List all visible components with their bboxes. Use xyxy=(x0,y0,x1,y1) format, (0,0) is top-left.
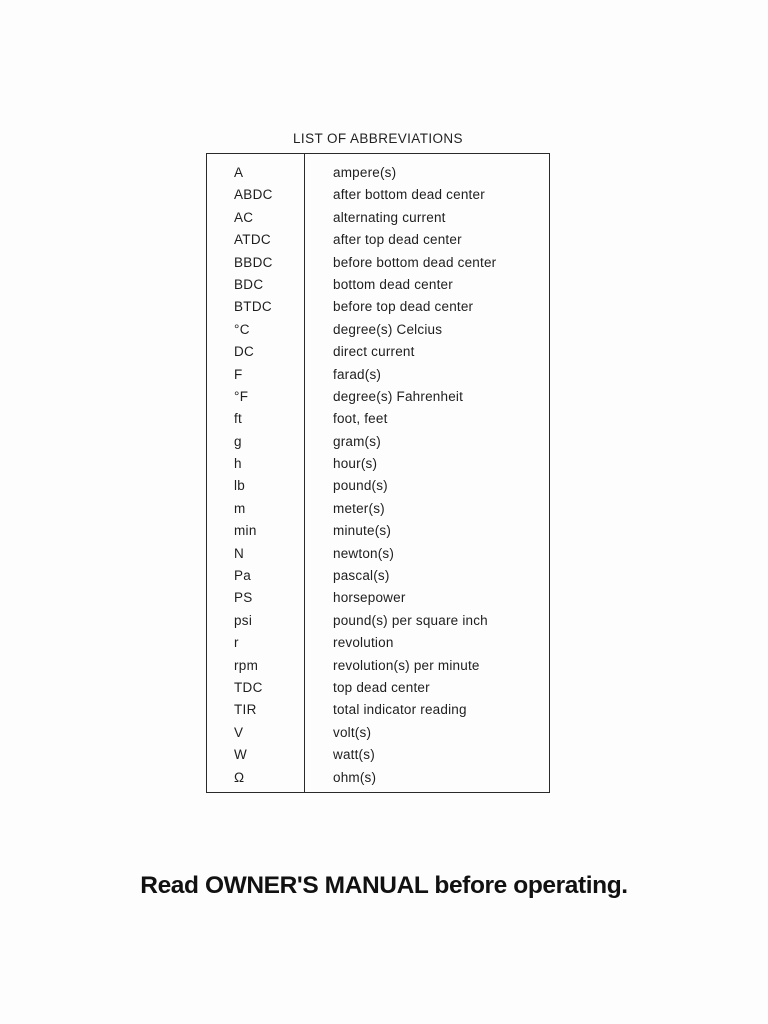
table-row xyxy=(207,767,549,789)
table-row xyxy=(207,520,549,542)
abbreviation: min xyxy=(234,523,257,539)
table-row xyxy=(207,632,549,654)
meaning: degree(s) Celcius xyxy=(333,321,443,337)
meaning: gram(s) xyxy=(333,433,381,449)
abbreviation: lb xyxy=(234,478,246,494)
table-row xyxy=(207,722,549,744)
meaning: total indicator reading xyxy=(333,702,467,718)
table-row xyxy=(207,587,549,609)
meaning: volt(s) xyxy=(333,724,372,740)
meaning: revolution xyxy=(333,635,394,651)
abbreviation: TIR xyxy=(234,702,257,718)
meaning: degree(s) Fahrenheit xyxy=(333,388,464,404)
abbreviation: ATDC xyxy=(234,232,271,248)
table-row xyxy=(207,498,549,520)
abbreviation: ft xyxy=(234,411,243,427)
list-title: LIST OF ABBREVIATIONS xyxy=(293,131,463,146)
meaning: before bottom dead center xyxy=(333,254,497,270)
meaning: farad(s) xyxy=(333,366,382,382)
table-row xyxy=(207,252,549,274)
meaning: horsepower xyxy=(333,590,406,606)
table-row xyxy=(207,386,549,408)
meaning: meter(s) xyxy=(333,500,385,516)
table-row xyxy=(207,475,549,497)
abbreviation: TDC xyxy=(234,679,263,695)
meaning: revolution(s) per minute xyxy=(333,657,480,673)
table-row xyxy=(207,207,549,229)
abbreviation: N xyxy=(234,545,245,561)
abbreviation: A xyxy=(234,165,244,180)
abbreviation: g xyxy=(234,433,242,449)
table-row xyxy=(207,677,549,699)
meaning: pound(s) per square inch xyxy=(333,612,488,628)
meaning: newton(s) xyxy=(333,545,395,561)
abbreviation: h xyxy=(234,456,242,472)
table-row xyxy=(207,565,549,587)
meaning: pound(s) xyxy=(333,478,388,494)
abbreviation: V xyxy=(234,724,244,740)
abbreviation: °C xyxy=(234,321,250,337)
abbreviation: BDC xyxy=(234,276,264,292)
meaning: foot, feet xyxy=(333,411,388,427)
abbreviation: m xyxy=(234,500,246,516)
abbreviation: ABDC xyxy=(234,187,273,203)
meaning: ampere(s) xyxy=(333,165,397,180)
table-row xyxy=(207,184,549,206)
abbreviation: r xyxy=(234,635,239,651)
abbreviations-table xyxy=(206,153,550,793)
meaning: pascal(s) xyxy=(333,568,390,584)
table-row xyxy=(207,543,549,565)
abbreviation: rpm xyxy=(234,657,259,673)
table-row xyxy=(207,364,549,386)
table-row xyxy=(207,431,549,453)
table-row xyxy=(207,229,549,251)
table-row xyxy=(207,453,549,475)
table-row xyxy=(207,162,549,184)
abbreviation-rows xyxy=(207,162,549,789)
abbreviation: F xyxy=(234,366,243,382)
meaning: before top dead center xyxy=(333,299,474,315)
abbreviation: psi xyxy=(234,612,253,628)
table-row xyxy=(207,655,549,677)
meaning: alternating current xyxy=(333,209,446,225)
meaning: direct current xyxy=(333,344,415,360)
meaning: top dead center xyxy=(333,679,430,695)
table-row xyxy=(207,408,549,430)
abbreviation: Ω xyxy=(234,769,245,785)
table-row xyxy=(207,319,549,341)
abbreviation: W xyxy=(234,747,248,763)
meaning: ohm(s) xyxy=(333,769,377,785)
meaning: bottom dead center xyxy=(333,276,453,292)
table-row xyxy=(207,341,549,363)
abbreviation: BTDC xyxy=(234,299,272,315)
abbreviation: Pa xyxy=(234,568,252,584)
table-row xyxy=(207,274,549,296)
abbreviation: BBDC xyxy=(234,254,273,270)
abbreviation: AC xyxy=(234,209,254,225)
abbreviation: PS xyxy=(234,590,253,606)
abbreviation: DC xyxy=(234,344,255,360)
table-row xyxy=(207,744,549,766)
meaning: watt(s) xyxy=(333,747,375,763)
meaning: hour(s) xyxy=(333,456,378,472)
abbreviation: °F xyxy=(234,388,249,404)
meaning: after bottom dead center xyxy=(333,187,485,203)
table-row xyxy=(207,610,549,632)
owners-manual-notice: Read OWNER'S MANUAL before operating. xyxy=(140,872,628,899)
table-row xyxy=(207,699,549,721)
meaning: after top dead center xyxy=(333,232,462,248)
table-row xyxy=(207,296,549,318)
meaning: minute(s) xyxy=(333,523,392,539)
